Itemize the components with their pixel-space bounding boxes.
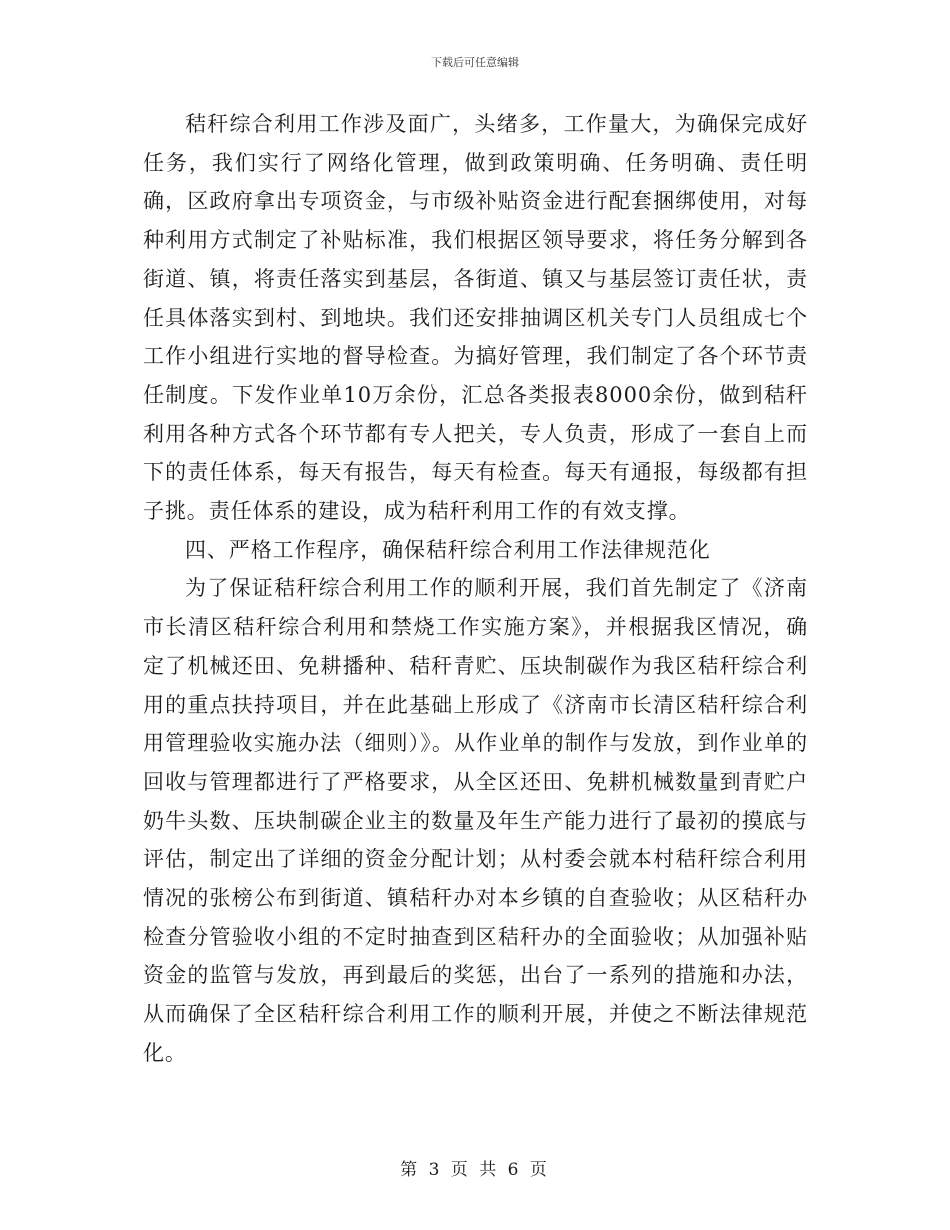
page-header: 下载后可任意编辑 [431,56,519,69]
paragraph-work-procedure: 为了保证秸秆综合利用工作的顺利开展，我们首先制定了《济南市长清区秸秆综合利用和禁烧工作实施方案》，并根据我区情况，确定了机械还田、免耕播种、秸秆青贮、压块制碳作为我区秸秆综合利用的重点扶持项目，并在此基础上形成了《济南市长清区秸秆综合利用管理验收实施办法（细则）》。从作业单的制作与发放，到作业单的回收与管理都进行了严格要求，从全区还田、免耕机械数量到青贮户奶牛头数、压块制碳企业主的数量及年生产能力进行了最初的摸底与评估，制定出了详细的资金分配计划；从村委会就本村秸秆综合利用情况的张榜公布到街道、镇秸秆办对本乡镇的自查验收；从区秸秆办检查分管验收小组的不定时抽查到区秸秆办的全面验收；从加强补贴资金的监管与发放，再到最后的奖惩，出台了一系列的措施和办法，从而确保了全区秸秆综合利用工作的顺利开展，并使之不断法律规范化。 [143,576,808,1065]
document-body [143,105,808,1073]
section-heading-4: 四、严格工作程序，确保秸秆综合利用工作法律规范化 [185,537,711,562]
paragraph-responsibility-system: 秸秆综合利用工作涉及面广，头绪多，工作量大，为确保完成好任务，我们实行了网络化管理，做到政策明确、任务明确、责任明确，区政府拿出专项资金，与市级补贴资金进行配套捆绑使用，对每种利用方式制定了补贴标准，我们根据区领导要求，将任务分解到各街道、镇，将责任落实到基层，各街道、镇又与基层签订责任状，责任具体落实到村、到地块。我们还安排抽调区机关专门人员组成七个工作小组进行实地的督导检查。为搞好管理，我们制定了各个环节责任制度。下发作业单10万余份，汇总各类报表8000余份，做到秸秆利用各种方式各个环节都有专人把关，专人负责，形成了一套自上而下的责任体系，每天有报告，每天有检查。每天有通报，每级都有担子挑。责任体系的建设，成为秸秆利用工作的有效支撑。 [143,112,808,524]
page-number-footer: 第 3 页 共 6 页 [400,1160,550,1180]
